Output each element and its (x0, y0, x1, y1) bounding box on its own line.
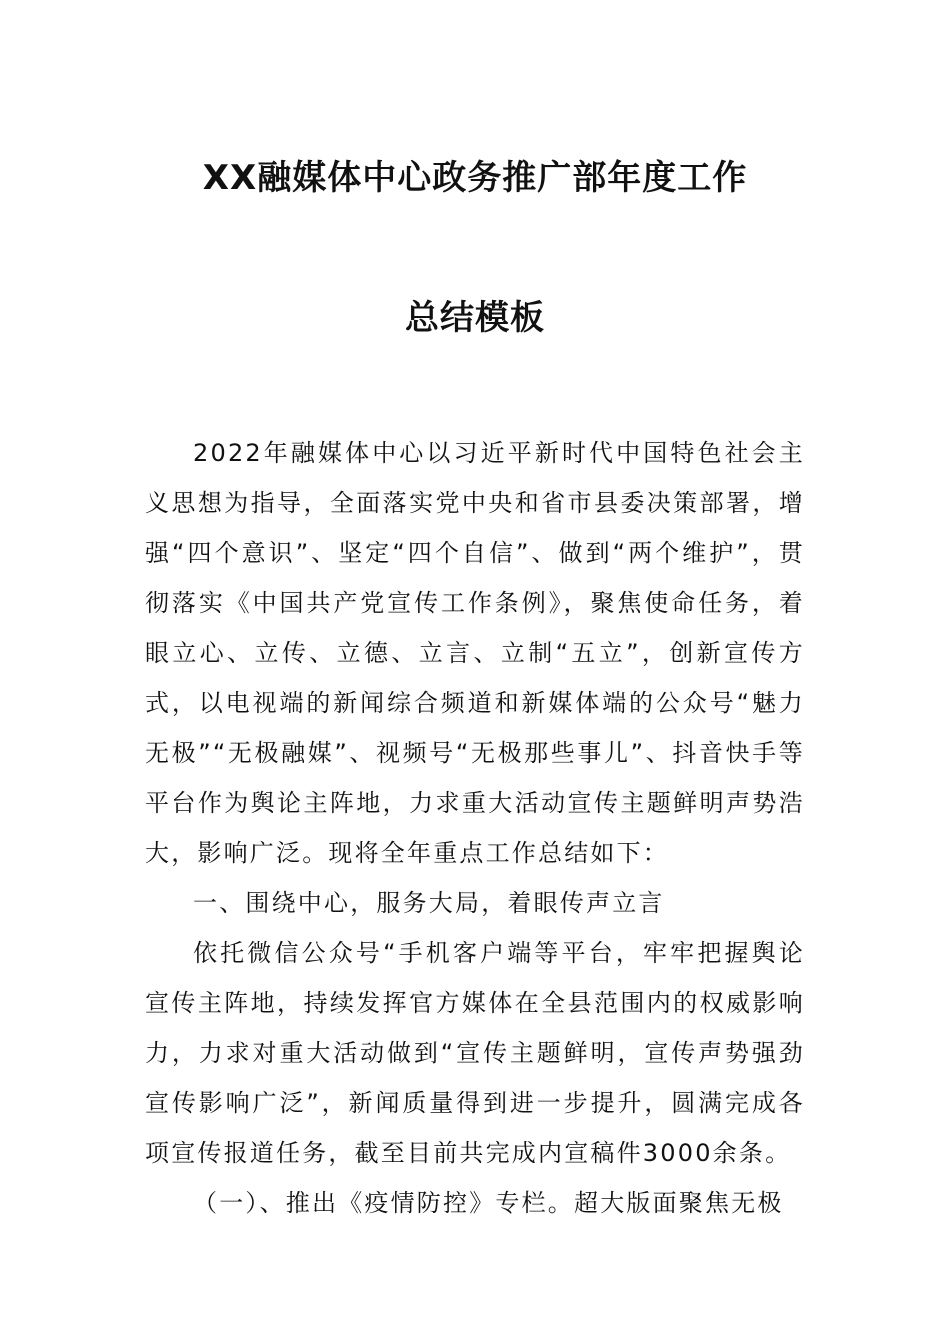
intro-paragraph: 2022年融媒体中心以习近平新时代中国特色社会主义思想为指导，全面落实党中央和省市县委决策部署，增强“四个意识”、坚定“四个自信”、做到“两个维护”，贯彻落实《中国共产党宣传工作条例》，聚焦使命任务，着眼立心、立传、立德、立言、立制“五立”，创新宣传方式，以电视端的新闻综合频道和新媒体端的公众号“魅力无极”“无极融媒”、视频号“无极那些事儿”、抖音快手等平台作为舆论主阵地，力求重大活动宣传主题鲜明声势浩大，影响广泛。现将全年重点工作总结如下： (145, 439, 805, 867)
subsection-1-paragraph: （一）、推出《疫情防控》专栏。超大版面聚焦无极 (193, 1189, 784, 1217)
document-title-line-1: XX融媒体中心政务推广部年度工作 (202, 158, 748, 198)
document-body (145, 428, 805, 1228)
section-1-paragraph: 依托微信公众号“手机客户端等平台，牢牢把握舆论宣传主阵地，持续发挥官方媒体在全县范围内的权威影响力，力求对重大活动做到“宣传主题鲜明，宣传声势强劲宣传影响广泛”，新闻质量得到进一步提升，圆满完成各项宣传报道任务，截至目前共完成内宣稿件3000余条。 (145, 939, 805, 1167)
document-title-line-2: 总结模板 (405, 298, 545, 338)
section-heading-1: 一、围绕中心，服务大局，着眼传声立言 (193, 889, 665, 917)
